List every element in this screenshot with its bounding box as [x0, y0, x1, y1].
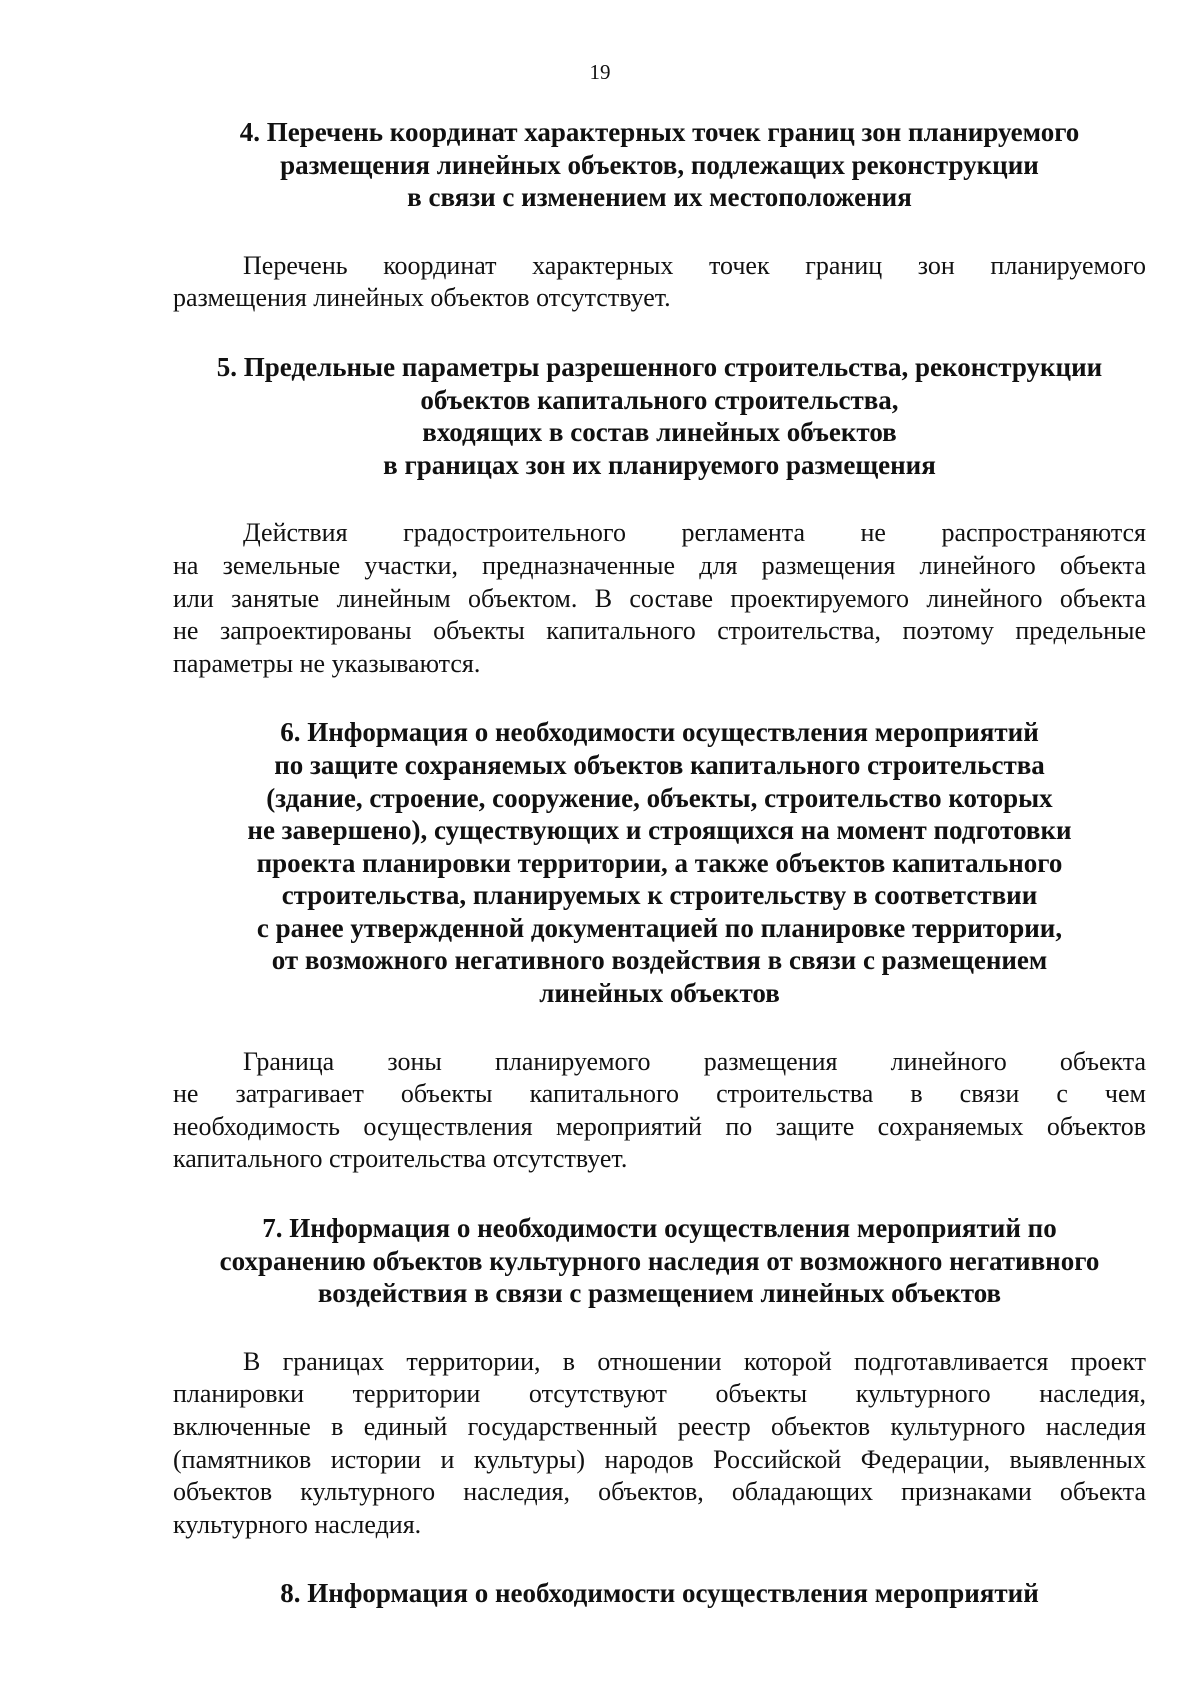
heading-line: от возможного негативного воздействия в связи с размещением [271, 945, 1048, 976]
section-7-heading [173, 1212, 1146, 1310]
heading-line: строительства, планируемых к строительству в соответствии [281, 880, 1038, 911]
paragraph-line: Перечень координат характерных точек границ зон планируемого [243, 250, 1146, 280]
heading-line: в границах зон их планируемого размещения [383, 449, 936, 480]
heading-line: размещения линейных объектов, подлежащих реконструкции [280, 149, 1039, 180]
heading-line: 5. Предельные параметры разрешенного строительства, реконструкции [216, 351, 1103, 382]
paragraph-line: или занятые линейным объектом. В составе проектируемого линейного объекта [173, 583, 1146, 613]
paragraph-line: параметры не указываются. [173, 648, 481, 678]
heading-line: линейных объектов [539, 978, 780, 1009]
paragraph-line: объектов культурного наследия, объектов, обладающих признаками объекта [173, 1477, 1146, 1507]
page-number: 19 [589, 60, 611, 84]
heading-line: 6. Информация о необходимости осуществления мероприятий [280, 717, 1039, 748]
paragraph-line: Действия градостроительного регламента не распространяются [243, 518, 1146, 548]
heading-line: входящих в состав линейных объектов [422, 417, 897, 448]
heading-line: не завершено), существующих и строящихся на момент подготовки [247, 815, 1072, 846]
heading-line: с ранее утвержденной документацией по планировке территории, [256, 912, 1063, 943]
paragraph-line: капитального строительства отсутствует. [173, 1144, 628, 1174]
paragraph-line: (памятников истории и культуры) народов Российской Федерации, выявленных [173, 1444, 1146, 1474]
paragraph-line: не затрагивает объекты капитального строительства в связи с чем [173, 1079, 1146, 1109]
heading-line: воздействия в связи с размещением линейных объектов [317, 1278, 1002, 1309]
section-7-paragraph [173, 1346, 1146, 1542]
heading-line: 7. Информация о необходимости осуществления мероприятий по [262, 1213, 1057, 1244]
heading-line: проекта планировки территории, а также объектов капитального [256, 847, 1063, 878]
heading-line: в связи с изменением их местоположения [407, 182, 912, 213]
heading-line: (здание, строение, сооружение, объекты, строительство которых [266, 782, 1053, 813]
paragraph-line: необходимость осуществления мероприятий по защите сохраняемых объектов [173, 1111, 1146, 1141]
paragraph-line: размещения линейных объектов отсутствует. [173, 283, 671, 313]
paragraph-line: планировки территории отсутствуют объекты культурного наследия, [173, 1379, 1146, 1409]
paragraph-line: культурного наследия. [173, 1509, 422, 1539]
section-5-paragraph [173, 517, 1146, 680]
section-5-heading [173, 351, 1146, 481]
document-body [173, 116, 1146, 1610]
section-6-heading [173, 716, 1146, 1009]
paragraph-line: В границах территории, в отношении которой подготавливается проект [243, 1346, 1146, 1376]
section-8-heading [173, 1577, 1146, 1610]
heading-line: 4. Перечень координат характерных точек границ зон планируемого [239, 117, 1080, 147]
heading-line: 8. Информация о необходимости осуществления мероприятий [280, 1578, 1039, 1609]
section-4-heading [173, 116, 1146, 214]
heading-line: сохранению объектов культурного наследия от возможного негативного [219, 1245, 1100, 1276]
paragraph-line: включенные в единый государственный реестр объектов культурного наследия [173, 1412, 1146, 1441]
paragraph-line: не запроектированы объекты капитального строительства, поэтому предельные [173, 616, 1146, 646]
heading-line: по защите сохраняемых объектов капитального строительства [274, 749, 1045, 780]
paragraph-line: на земельные участки, предназначенные для размещения линейного объекта [173, 550, 1146, 580]
section-4-paragraph [173, 250, 1146, 315]
section-6-paragraph [173, 1046, 1146, 1176]
heading-line: объектов капитального строительства, [420, 384, 899, 415]
paragraph-line: Граница зоны планируемого размещения линейного объекта [243, 1046, 1146, 1076]
